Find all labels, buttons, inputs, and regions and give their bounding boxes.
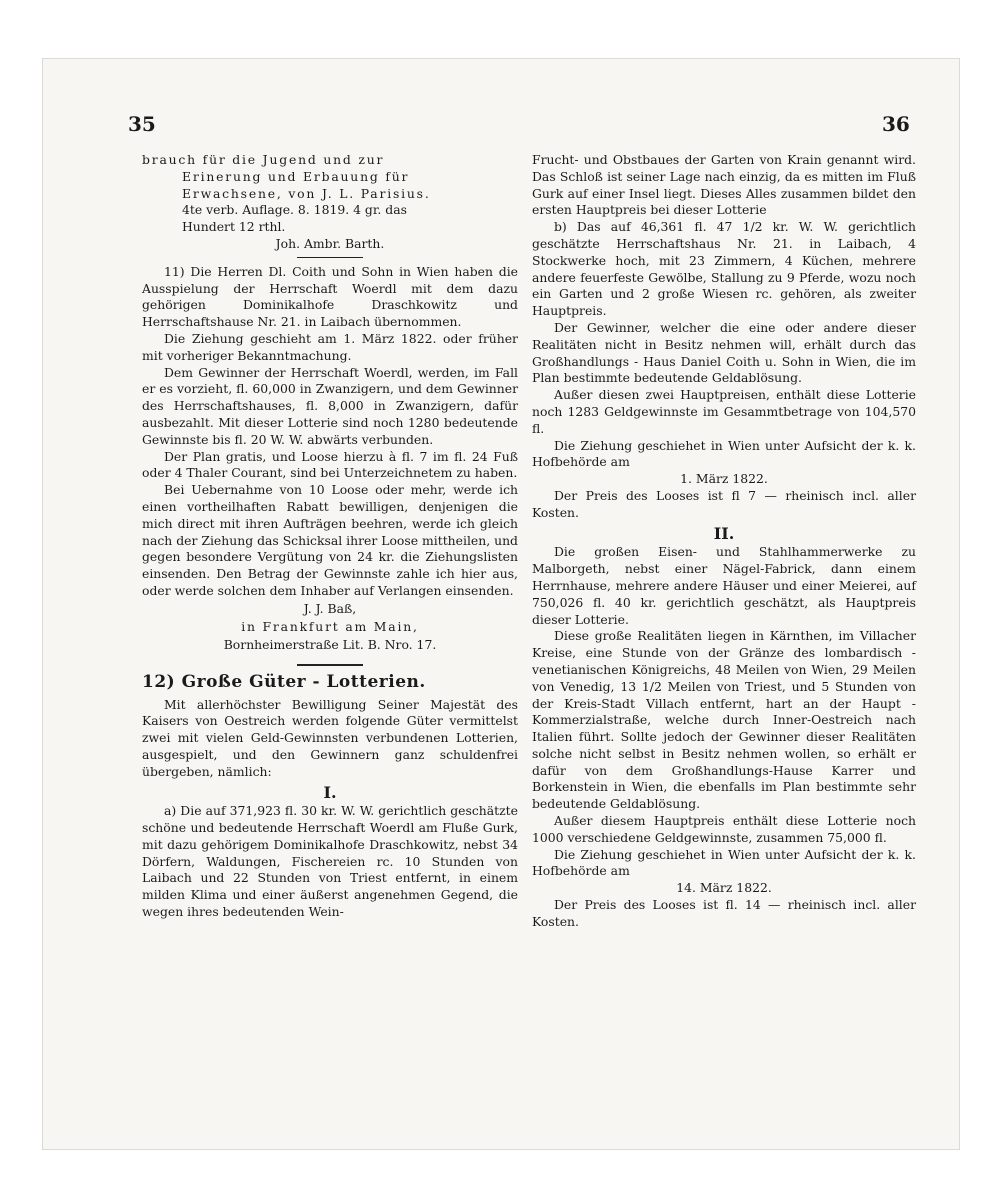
left-column: [142, 152, 518, 921]
price-paragraph: Der Preis des Looses ist fl. 14 — rheinisch incl. aller Kosten.: [532, 897, 916, 929]
section-heading: 12) Große Güter - Lotterien.: [142, 671, 426, 692]
price-paragraph: Der Preis des Looses ist fl 7 — rheinisch incl. aller Kosten.: [532, 487, 916, 520]
book-ad-line: brauch für die Jugend und zur: [142, 152, 385, 167]
signature-address: Bornheimerstraße Lit. B. Nro. 17.: [223, 636, 437, 652]
divider-rule: [297, 664, 363, 666]
besides-paragraph: Außer diesen zwei Hauptpreisen, enthält diese Lotterie noch 1283 Geldgewinnste im Gesammtbetrage von 104,570 fl.: [532, 387, 916, 436]
draw-date: 14. März 1822.: [676, 880, 772, 896]
iron-works-paragraph: Die großen Eisen- und Stahlhammerwerke zu Malborgeth, nebst einer Nägel-Fabrick, dann einem Herrnhause, mehrere andere Häuser und einer Meierei, auf 750,026 fl. 40 kr. gerichtlich geschätzt, als Hauptpreis dieser Lotterie.: [532, 544, 916, 627]
divider-rule: [297, 257, 363, 258]
item12-paragraph-a: a) Die auf 371,923 fl. 30 kr. W. W. gerichtlich geschätzte schöne und bedeutende Herrschaft Woerdl am Fluße Gurk, mit dazu gehörigem Dominikalhofe Draschkowitz, nebst 34 Dörfern, Waldungen, Fischereien rc. 10 Stunden von Laibach und 22 Stunden von Triest entfernt, in einem milden Klima und einer äußerst angenehmen Gegend, die wegen ihres bedeutenden Wein-: [142, 803, 518, 920]
item11-paragraph: 11) Die Herren Dl. Coith und Sohn in Wien haben die Ausspielung der Herrschaft Woerdl mit dem dazu gehörigen Dominikalhofe Draschkowitz und Herrschaftshause Nr. 21. in Laibach übernommen.: [142, 263, 518, 330]
location-paragraph: Diese große Realitäten liegen in Kärnthen, im Villacher Kreise, eine Stunde von der Gränze des lombardisch - venetianischen Königreichs, 48 Meilen von Wien, 29 Meilen von Venedig, 13 1/2 Meilen von Triest, und 5 Stunden von der Kreis-Stadt Villach entfernt, hart an der Haupt - Kommerzialstraße, welche durch Inner-Oestreich nach Italien führt. Sollte jedoch der Gewinner dieser Realitäten solche nicht selbst in Besitz nehmen wollen, so erhält er dafür von dem Großhandlungs-Hause Karrer und Borkenstein in Wien, die ebenfalls im Plan bestimmte sehr bedeutende Geldablösung.: [532, 628, 916, 812]
book-ad-line: Erinerung und Erbauung für: [182, 168, 410, 184]
book-ad-signature: Joh. Ambr. Barth.: [275, 235, 385, 251]
book-ad-line: 4te verb. Auflage. 8. 1819. 4 gr. das: [182, 202, 407, 218]
signature-city: in Frankfurt am Main,: [241, 618, 419, 634]
item11-signature: [142, 600, 518, 654]
lottery-number-heading: I.: [323, 782, 337, 802]
item11-paragraph: Dem Gewinner der Herrschaft Woerdl, werden, im Fall er es vorzieht, fl. 60,000 in Zwanzigern, und dem Gewinner des Herrschaftshauses, fl. 8,000 in Zwanzigern, dafür ausbezahlt. Mit dieser Lotterie sind noch 1280 bedeutende Gewinnste bis fl. 20 W. W. abwärts verbunden.: [142, 364, 518, 447]
draw-paragraph: Die Ziehung geschiehet in Wien unter Aufsicht der k. k. Hofbehörde am: [532, 437, 916, 470]
advertisement-item-11: [142, 264, 518, 654]
draw-paragraph: Die Ziehung geschiehet in Wien unter Aufsicht der k. k. Hofbehörde am: [532, 846, 916, 879]
book-advertisement: [142, 152, 518, 253]
advertisement-item-12: [142, 671, 518, 921]
besides-paragraph: Außer diesem Hauptpreis enthält diese Lotterie noch 1000 verschiedene Geldgewinnste, zusammen 75,000 fl.: [532, 813, 916, 845]
item11-paragraph: Bei Uebernahme von 10 Loose oder mehr, werde ich einen vortheilhaften Rabatt bewilligen, denjenigen die mich direct mit ihren Aufträgen beehren, werde ich gleich nach der Ziehung das Schicksal ihrer Loose mittheilen, und gegen besondere Vergütung von 24 kr. die Ziehungslisten einsenden. Den Betrag der Gewinnste zahle ich hier aus, oder werde solchen dem Inhaber auf Verlangen einsenden.: [142, 482, 518, 598]
book-ad-line: Hundert 12 rthl.: [182, 219, 286, 235]
lottery-number-heading: II.: [713, 523, 735, 543]
draw-date: 1. März 1822.: [680, 471, 768, 487]
right-column: [532, 152, 916, 931]
continuation-paragraph: Frucht- und Obstbaues der Garten von Krain genannt wird. Das Schloß ist seiner Lage nach einzig, da es mitten im Fluß Gurk auf einer Insel liegt. Dieses Alles zusammen bildet den ersten Hauptpreis bei dieser Lotterie: [532, 152, 916, 218]
item11-paragraph: Die Ziehung geschieht am 1. März 1822. oder früher mit vorheriger Bekanntmachung.: [142, 330, 518, 363]
book-ad-line: Erwachsene, von J. L. Parisius.: [182, 185, 431, 201]
winner-paragraph: Der Gewinner, welcher die eine oder andere dieser Realitäten nicht in Besitz nehmen will, erhält durch das Großhandlungs - Haus Daniel Coith u. Sohn in Wien, die im Plan bestimmte bedeutende Geldablösung.: [532, 319, 916, 386]
page-number-left: 35: [128, 112, 156, 136]
item12-intro: Mit allerhöchster Bewilligung Seiner Majestät des Kaisers von Oestreich werden folgende Güter vermittelst zwei mit vielen Geld-Gewinnsten verbundenen Lotterien, ausgespielt, und den Gewinnern ganz schuldenfrei übergeben, nämlich:: [142, 696, 518, 779]
signature-name: J. J. Baß,: [303, 600, 357, 616]
item11-paragraph: Der Plan gratis, und Loose hierzu à fl. 7 im fl. 24 Fuß oder 4 Thaler Courant, sind bei Unterzeichnetem zu haben.: [142, 448, 518, 481]
page-number-right: 36: [882, 112, 910, 136]
paragraph-b: b) Das auf 46,361 fl. 47 1/2 kr. W. W. gerichtlich geschätzte Herrschaftshaus Nr. 21. in Laibach, 4 Stockwerke hoch, mit 23 Zimmern, 4 Küchen, mehrere andere feuerfeste Gewölbe, Stallung zu 9 Pferde, wozu noch ein Garten und 2 große Wiesen rc. gehören, als zweiter Hauptpreis.: [532, 219, 916, 319]
